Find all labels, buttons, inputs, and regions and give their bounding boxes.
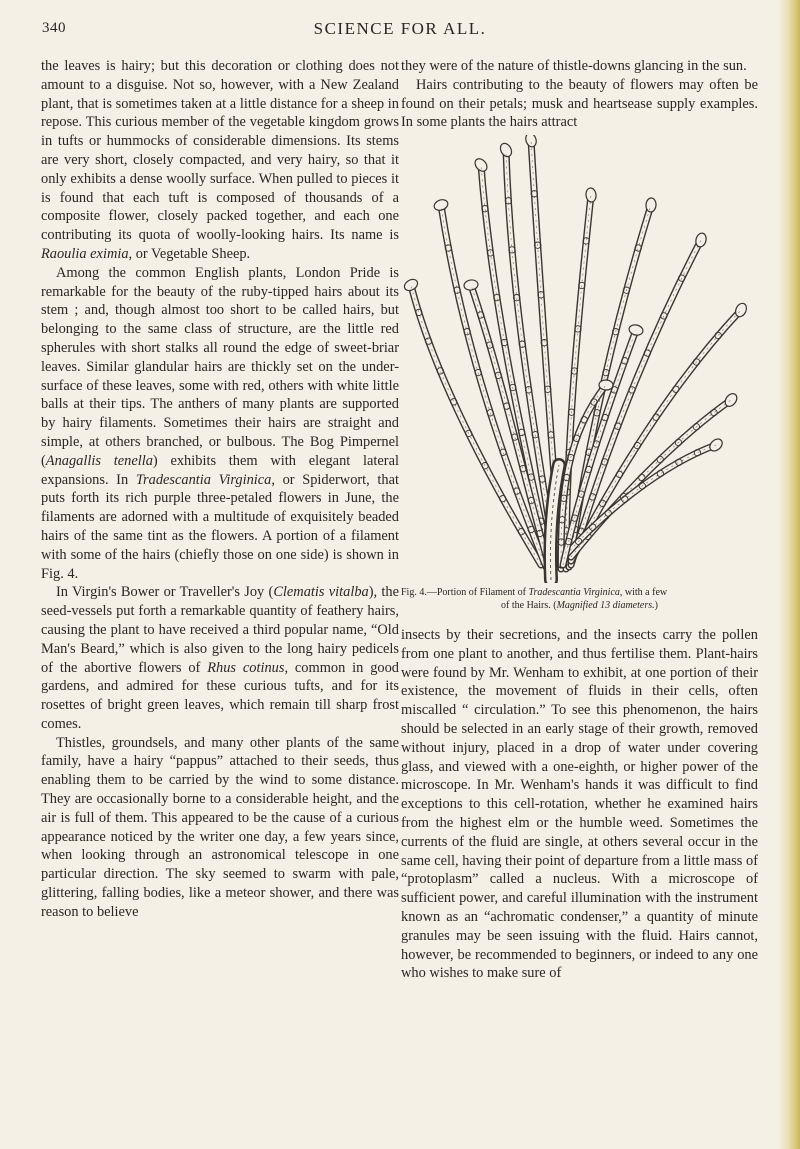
hair-tip-bead [599, 380, 613, 390]
hair-tip-bead [433, 198, 450, 212]
beaded-hair [481, 165, 551, 565]
page-edge-shadow [778, 0, 800, 1149]
hair-tip-bead [646, 198, 657, 213]
figure-caption: Fig. 4.—Portion of Filament of Tradescantia Virginica, with a few of the Hairs. (Magnified 13 diameters.) [401, 587, 668, 611]
right-column [401, 57, 758, 983]
page-header [40, 16, 760, 42]
paragraph: Hairs contributing to the beauty of flowers may often be found on their petals; musk and heartsease supply examples. In some plants the hairs attract [401, 76, 758, 131]
paragraph: In Virgin's Bower or Traveller's Joy (Clematis vitalba), the seed-vessels put forth a remarkable quantity of feathery hairs, causing the plant to have received a third popular name, “Old Man's Beard,” which is also given to the long hairy pedicels of the abortive flowers of Rhus cotinus, common in good gardens, and admired for these curious tufts, and for its rosettes of bright green leaves, which remain till sharp frost comes. [41, 584, 399, 732]
paragraph: insects by their secretions, and the insects carry the pollen from one plant to another, and thus fertilise them. Plant-hairs were found by Mr. Wenham to exhibit, at one portion of their existence, the movement of fluids in their cells, often miscalled “ circulation.” To see this phenomenon, the hairs should be selected in an early stage of their growth, removed without injury, placed in a drop of water under covering glass, and viewed with a one-eighth, or higher power of the microscope. In Mr. Wenham's hands it was difficult to find exceptions to this cell-rotation, whether he examined hairs from the highest elm or the humble weed. Sometimes the currents of the fluid are single, at others several occur in the same cell, having their point of departure from a little mass of “protoplasm” called a nucleus. With a microscope of sufficient power, and careful illumination with the instrument known as an “achromatic condenser,” a quantity of minute granules may be seen issuing with the fluid. Hairs cannot, however, be recommended to beginners, or indeed to any one who wishes to make sure of [401, 627, 758, 982]
paragraph: Thistles, groundsels, and many other plants of the same family, have a hairy “pappus” attached to their seeds, thus enabling them to be carried by the wind to some distance. They are occasionally borne to a considerable height, and the air is full of them. This appeared to be the cause of a curious appearance noticed by the writer one day, a few years since, when looking through an astronomical telescope in one particular direction. The sky seemed to swarm with pale, glittering, falling bodies, like a meteor shower, and there was reason to believe [41, 734, 399, 920]
figure-tradescantia-filament [401, 135, 758, 612]
paragraph: Among the common English plants, London Pride is remarkable for the beauty of the ruby-tipped hairs about its stem ; and, though almost too short to be called hairs, but belonging to the same class of structure, are the little red spherules with short stalks all round the edge of sweet-briar leaves. Similar glandular hairs are thickly set on the under-surface of these leaves, some with red, others with white little balls at their tips. The anthers of many plants are supported by hairy filaments. Sometimes their hairs are straight and simple, at others branched, or bulbous. The Bog Pimpernel (Anagallis tenella) exhibits them with elegant lateral expansions. In Tradescantia Virginica, or Spiderwort, that puts forth its rich purple three-petaled flowers in June, the filaments are adorned with a multitude of exquisitely beaded hairs of the same tint as the flowers. A portion of a filament with some of the hairs (chiefly those on one side) is shown in Fig. 4. [41, 264, 399, 582]
hair-tip-bead [463, 279, 478, 291]
left-column [41, 57, 399, 922]
hair-tip-bead [524, 135, 538, 148]
hair-tip-bead [402, 277, 419, 293]
paragraph: the leaves is hairy; but this decoration or clothing does not amount to a disguise. Not so, however, with a New Zealand plant, that is sometimes taken at a little distance for a sheep in repose. This curious member of the vegetable kingdom grows in tufts or hummocks of considerable dimensions. Its stems are very short, closely compacted, and very hairy, so that it only exhibits a dense woolly surface. When pulled to pieces it is found that each tuft is composed of thousands of a composite flower, closely packed together, and each one contributing its quota of woolly-looking hairs. Its name is Raoulia eximia, or Vegetable Sheep. [41, 58, 399, 262]
filament-illustration [401, 135, 758, 583]
paragraph: they were of the nature of thistle-downs glancing in the sun. [401, 58, 747, 74]
page-number: 340 [42, 20, 66, 36]
hair-tip-bead [473, 157, 490, 174]
running-title: SCIENCE FOR ALL. [313, 19, 487, 38]
